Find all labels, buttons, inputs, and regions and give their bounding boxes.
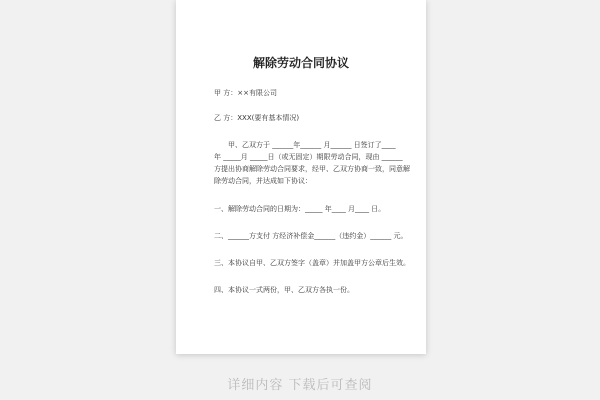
- intro-line: 年 _____月 _____日（或无固定）期限劳动合同，现由 ______: [214, 153, 403, 161]
- intro-line: 甲、乙双方于 ______年______ 月______ 日签订了____: [228, 141, 396, 149]
- intro-line: 除劳动合同，并达成如下协议：: [214, 177, 312, 185]
- document-title: 解除劳动合同协议: [252, 56, 349, 70]
- download-hint-text: 详细内容 下载后可查阅: [227, 378, 373, 393]
- party-b-line: 乙 方：XXX(要有基本情况): [214, 114, 300, 122]
- clause-2: 二、______方支付 方经济补偿金______（违约金）______ 元。: [214, 232, 408, 240]
- clause-1: 一、解除劳动合同的日期为：_____ 年____ 月____ 日。: [214, 205, 386, 213]
- intro-line: 方提出协商解除劳动合同要求，经甲、乙双方协商一致，同意解: [214, 165, 410, 173]
- clause-3: 三、本协议自甲、乙双方签字（盖章）并加盖甲方公章后生效。: [214, 259, 410, 267]
- document-page: [176, 0, 426, 354]
- party-a-line: 甲 方：××有限公司: [214, 89, 277, 97]
- clause-4: 四、本协议一式两份，甲、乙双方各执一份。: [214, 286, 354, 294]
- intro-paragraph: [214, 141, 410, 189]
